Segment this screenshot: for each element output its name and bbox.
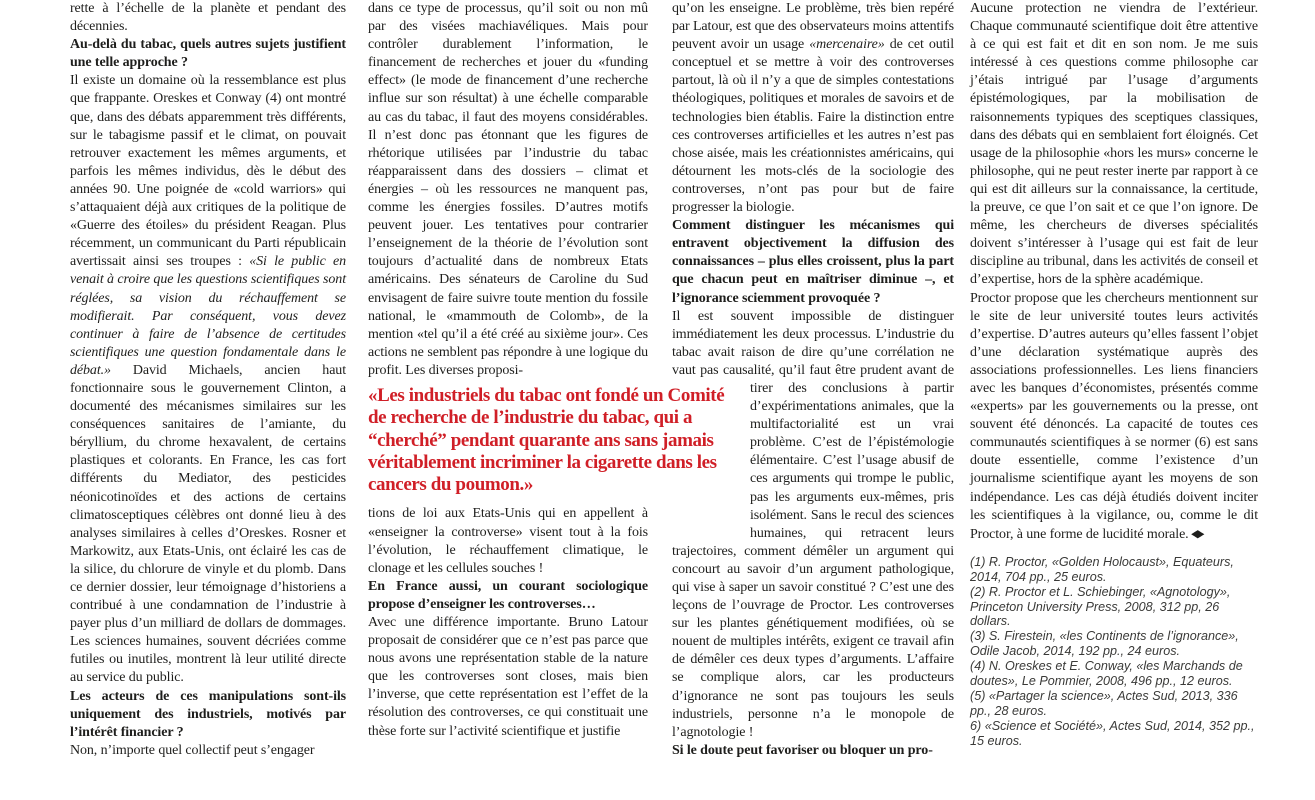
bibliography-entry: 6) «Science et Société», Actes Sud, 2014, 352 pp., 15 euros. bbox=[970, 718, 1255, 748]
article-column-2 bbox=[368, 0, 725, 800]
article-column-1 bbox=[70, 0, 346, 800]
answer-text: David Michaels, ancien haut fonctionnaire sous le gouvernement Clinton, a documenté des mécanismes similaires sur les conséquences sanitaires de l’amiante, du béryllium, du chrome hexavalent, de certains plastiques et colorants. En France, les cas fort différents du Mediator, des pesticides néonicotinoïdes et des actions de certains climatosceptiques célèbres ont donné lieu à des analyses similaires à celles d’Oreskes. Rosner et Markowitz, aux Etats-Unis, ont éclairé les cas de la silice, du chlorure de vinyle et du plomb. Dans ce dernier dossier, leur témoignage d’historiens a contribué à une condamnation de l’industrie à payer plus d’un milliard de dollars de dommages. Les sciences humaines, souvent décriées comme futiles ou inutiles, montrent là leur utilité directe au service du public. bbox=[70, 362, 346, 686]
paragraph-text: qu’on les enseigne. Le problème, très bien repéré par Latour, est que des observateurs moins attentifs peuvent avoir un usage bbox=[672, 1, 954, 53]
paragraph-continuation: rette à l’échelle de la planète et pendant des décennies. bbox=[70, 1, 346, 35]
interview-answer bbox=[672, 308, 954, 742]
paragraph: Aucune protection ne viendra de l’extérieur. Chaque communauté scientifique doit être attentive à ce qui est fait et dit en son nom. Je me suis intéressé à ces questions comme philosophe car j’étais intrigué par l’usage d’arguments épistémologiques, par la mobilisation de raisonnements typiques des sceptiques classiques, dans des débats qui en semblaient fort éloignés. Cet usage de la philosophie «hors les murs» concerne le philosophe, qui ne peut rester inerte par rapport à ce qui est dit ailleurs sur la connaissance, la certitude, la preuve, ce que l’on sait et ce que l’on ignore. De même, les chercheurs de diverses spécialités doivent s’intéresser à l’usage qui est fait de leur discipline au tribunal, dans les activités de conseil et d’expertise, hors de la sphère académique. bbox=[970, 1, 1258, 288]
interview-answer bbox=[70, 72, 346, 687]
paragraph bbox=[672, 0, 954, 217]
article-end-mark-icon: ◆ bbox=[1191, 527, 1205, 540]
interview-question: En France aussi, un courant sociologique propose d’enseigner les controverses… bbox=[368, 578, 648, 612]
bibliography-entry: (3) S. Firestein, «les Continents de l’ignorance», Odile Jacob, 2014, 192 pp., 24 euros. bbox=[970, 629, 1239, 659]
paragraph: dans ce type de processus, qu’il soit ou non mû par des visées machiavéliques. Mais pour contrôler durablement l’information, le financement de recherches et jouer du «funding effect» (le mode de financement d’une recherche influe sur son résultat) à une échelle comparable au cas du tabac, il faut des moyens considérables. Il n’est donc pas étonnant que les figures de rhétorique utilisées par l’industrie du tabac réapparaissent dans des dossiers – climat et énergies – où les ressources ne manquent pas, comme les énergies fossiles. D’autres motifs peuvent jouer. Les tentatives pour contrarier l’enseignement de la théorie de l’évolution sont toujours d’actualité dans de nombreux Etats américains. Des sénateurs de Caroline du Sud envisagent de faire suivre toute mention du fossile national, le «mammouth de Colomb», de la mention «tel qu’il a été créé au sixième jour». Ces actions ne semblent pas répondre à une logique du profit. Les diverses proposi- bbox=[368, 1, 648, 378]
inline-citation-italic: «Si le public en venait à croire que les questions scientifiques sont réglées, sa vision du réchauffement se modifierait. Par conséquent, vous devez continuer à faire de l’absence de certitudes scientifiques une question fondamentale dans le débat.» bbox=[70, 254, 346, 378]
italic-term: «mercenaire» bbox=[809, 37, 885, 53]
answer-text: Il est souvent impossible de distinguer immédiatement les deux processus. L’industrie du tabac avait raison de dire qu’une corrélation ne vaut pas causalité, qu’il faut être prudent bbox=[672, 308, 954, 378]
interview-question: Si le doute peut favoriser ou bloquer un pro- bbox=[672, 742, 933, 758]
interview-question: Les acteurs de ces manipulations sont-ils uniquement des industriels, motivés par l’intérêt financier ? bbox=[70, 688, 346, 740]
interview-question: Comment distinguer les mécanismes qui entravent objectivement la diffusion des connaissances – plus elles croissent, plus la part que chacun peut en maîtriser diminue –, et l’ignorance sciemment provoquée ? bbox=[672, 218, 954, 306]
bibliography-entry: (4) N. Oreskes et E. Conway, «les Marchands de doutes», Le Pommier, 2008, 496 pp., 12 euros. bbox=[970, 659, 1243, 689]
bibliography-entry: (1) R. Proctor, «Golden Holocaust», Equateurs, 2014, 704 pp., 25 euros. bbox=[970, 554, 1234, 584]
bibliography-entry: (2) R. Proctor et L. Schiebinger, «Agnotology», Princeton University Press, 2008, 312 pp, 26 dollars. bbox=[970, 584, 1231, 629]
paragraph-text: de cet outil conceptuel et se mettre à voir des controverses partout, là où il n’y a que de simples contestations théologiques, politiques et morales de savoirs et de technologies bien établis. Faire la distinction entre ces controverses artificielles et les autres n’est pas chose aisée, mais les créationnistes américains, qui détournent les mots-clés de la sociologie des controverses, n’ont pas pour but de faire progresser la biologie. bbox=[672, 37, 954, 216]
article-column-4 bbox=[970, 0, 1258, 800]
interview-answer: Non, n’importe quel collectif peut s’engager bbox=[70, 742, 315, 758]
answer-text: avant de tirer des conclusions à partir d’expérimentations animales, que la multifactorialité est un vrai problème. C’est de l’épistémologie élémentaire. C’est l’usage abusif de ces arguments qui trompe le public, pas les arguments eux-mêmes, pris isolément. Sans le recul des sciences humaines, qui retracent leurs trajectoires, comment démêler un argument qui concourt au savoir d’un argument pathologique, qui vise à saper un savoir constitué ? C’est une des leçons de l’ouvrage de Proctor. Les controverses sur les plantes génétiquement modifiées, où se nouent de multiples intérêts, exigent ce travail afin de démêler ces deux types d’arguments. L’affaire se complique alors, car les producteurs d’ignorance ne sont pas toujours les seuls industriels, personne n’a le monopole de l’agnotologie ! bbox=[672, 362, 954, 740]
pull-quote: «Les industriels du tabac ont fondé un Comité de recherche de l’industrie du tabac, qui a “cherché” pendant quarante ans sans jamais véritablement incriminer la cigarette dans les cancers du poumon.» bbox=[368, 385, 746, 496]
answer-text: Il existe un domaine où la ressemblance est plus que frappante. Oreskes et Conway (4) ont montré que, dans des débats apparemment très différents, sur le tabagisme passif et le climat, on pouvait retrouver exactement les mêmes arguments, et parfois les mêmes individus, dès le début des années 90. Une poignée de «cold warriors» qui s’attaquaient déjà aux critiques de la politique de «Guerre des étoiles» du président Reagan. Plus récemment, un communicant du Parti républicain avertissait ainsi ses troupes : bbox=[70, 73, 346, 270]
bibliography bbox=[970, 555, 1258, 749]
paragraph: tions de loi aux Etats-Unis qui en appellent à «enseigner la controverse» visent tout à la fois l’évolution, le réchauffement climatique, le clonage et les cellules souches ! bbox=[368, 506, 648, 576]
interview-question: Au-delà du tabac, quels autres sujets justifient une telle approche ? bbox=[70, 37, 346, 71]
bibliography-entry: (5) «Partager la science», Actes Sud, 2013, 336 pp., 28 euros. bbox=[970, 688, 1238, 718]
paragraph bbox=[970, 290, 1258, 544]
paragraph-text: Proctor propose que les chercheurs mentionnent sur le site de leur université toutes leurs activités d’expertise. D’autres auteurs qu’elles fassent l’objet d’une déclaration systématique auprès des associations professionnelles. Les liens financiers avec les banques d’économistes, présentés comme «experts» par les gouvernements ou la presse, ont souvent été dénoncés. La capacité de toutes ces communautés scientifiques à se normer (6) est sans doute essentielle, comme l’existence d’un journalisme scientifique ayant les moyens de son indépendance. Les cas déjà étudiés doivent inciter les scientifiques à la vigilance, ou, comme le dit Proctor, à une forme de lucidité morale. bbox=[970, 290, 1258, 542]
interview-answer: Avec une différence importante. Bruno Latour proposait de considérer que ce n’est pas parce que nous avons une représentation stable de la nature que les controverses sont closes, mais bien l’inverse, que cette représentation est l’effet de la résolution des controverses, ce qui constituait une thèse forte sur l’activité scientifique et justifie bbox=[368, 615, 648, 739]
